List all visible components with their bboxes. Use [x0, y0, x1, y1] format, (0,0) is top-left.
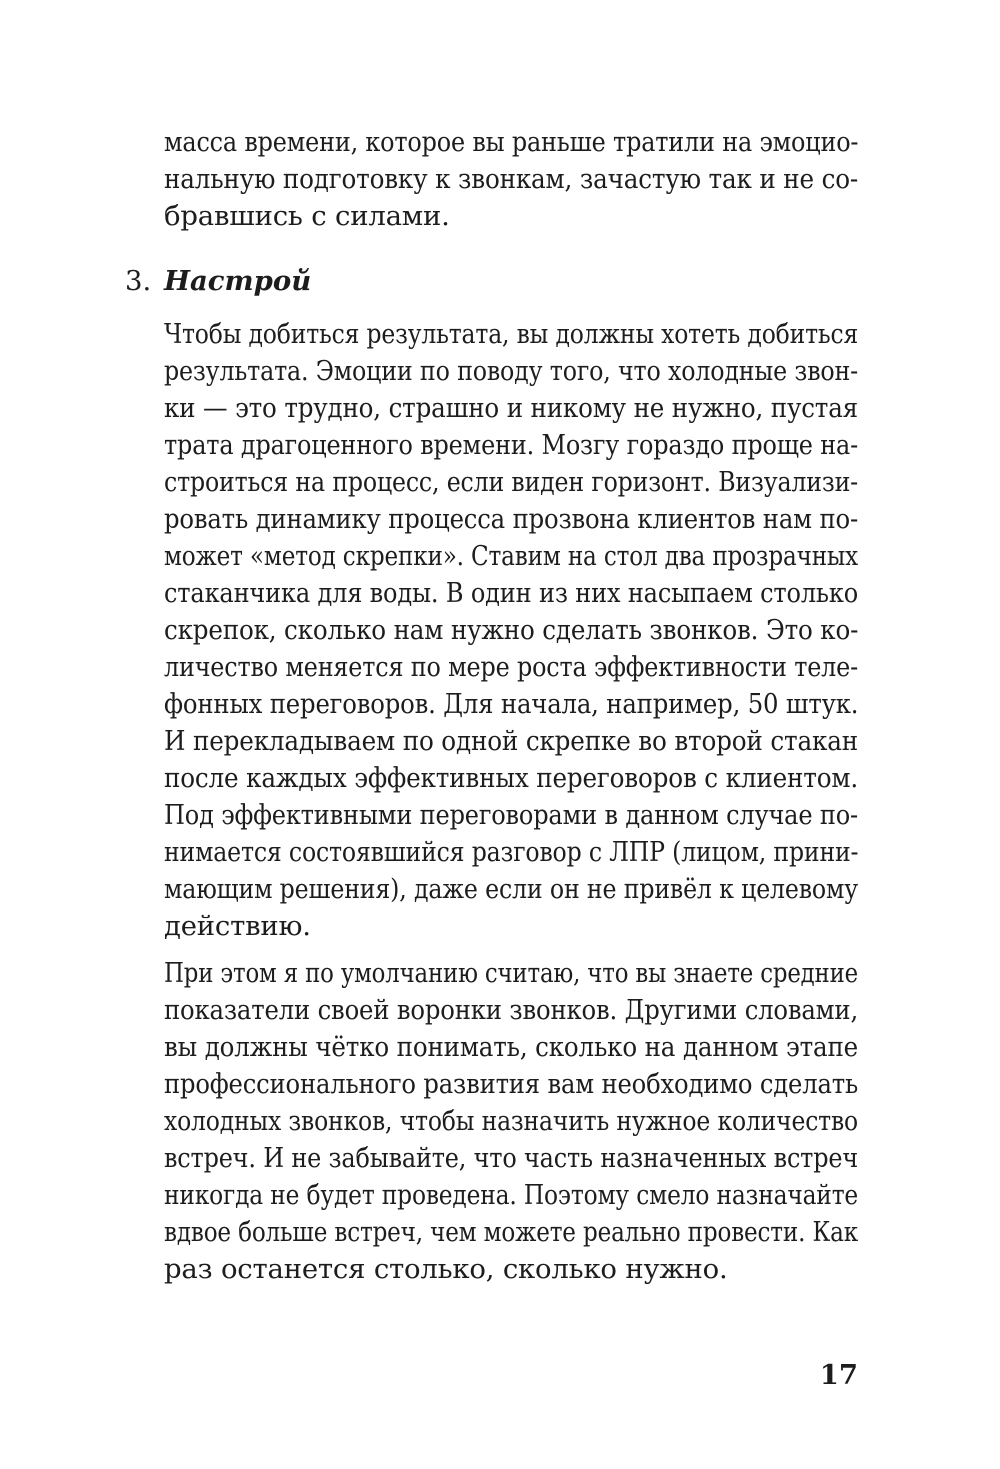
text-line: профессионального развития вам необходимо сделать: [164, 1068, 858, 1100]
text-line: вы должны чётко понимать, сколько на данном этапе: [164, 1031, 858, 1063]
text-line: результата. Эмоции по поводу того, что холодные звон-: [164, 355, 858, 387]
text-line: строиться на процесс, если виден горизонт. Визуализи-: [164, 466, 858, 498]
text-line: Чтобы добиться результата, вы должны хотеть добиться: [164, 318, 859, 350]
text-line: трата драгоценного времени. Мозгу гораздо проще на-: [164, 429, 858, 461]
text-line: вдвое больше встреч, чем можете реально провести. Как: [164, 1216, 858, 1248]
text-line: после каждых эффективных переговоров с клиентом.: [164, 762, 859, 794]
text-line: Под эффективными переговорами в данном случае по-: [164, 799, 858, 831]
text-line: скрепок, сколько нам нужно сделать звонков. Это ко-: [164, 614, 859, 646]
text-line: масса времени, которое вы раньше тратили на эмоцио-: [164, 126, 859, 158]
text-line: При этом я по умолчанию считаю, что вы знаете средние: [164, 957, 858, 989]
text-line: встреч. И не забывайте, что часть назначенных встреч: [164, 1142, 858, 1174]
text-line: действию.: [164, 910, 311, 942]
section-title: Настрой: [164, 265, 312, 297]
text-line: может «метод скрепки». Ставим на стол два прозрачных: [164, 540, 859, 572]
text-line: И перекладываем по одной скрепке во второй стакан: [164, 725, 858, 757]
text-line: показатели своей воронки звонков. Другими словами,: [164, 994, 858, 1026]
text-line: бравшись с силами.: [164, 200, 450, 232]
text-line: никогда не будет проведена. Поэтому смело назначайте: [164, 1179, 859, 1211]
text-line: нальную подготовку к звонкам, зачастую так и не со-: [164, 163, 858, 195]
text-line: фонных переговоров. Для начала, например, 50 штук.: [164, 688, 859, 720]
text-line: ки — это трудно, страшно и никому не нужно, пустая: [164, 392, 858, 424]
text-line: холодных звонков, чтобы назначить нужное количество: [164, 1105, 858, 1137]
text-line: личество меняется по мере роста эффективности теле-: [164, 651, 858, 683]
text-line: нимается состоявшийся разговор с ЛПР (лицом, прини-: [164, 836, 859, 868]
page-number: 17: [819, 1359, 858, 1391]
text-line: ровать динамику процесса прозвона клиентов нам по-: [164, 503, 858, 535]
section-number: 3.: [125, 265, 152, 297]
text-line: мающим решения), даже если он не привёл к целевому: [164, 873, 858, 905]
text-line: стаканчика для воды. В один из них насыпаем столько: [164, 577, 858, 609]
text-line: раз останется столько, сколько нужно.: [164, 1253, 728, 1285]
